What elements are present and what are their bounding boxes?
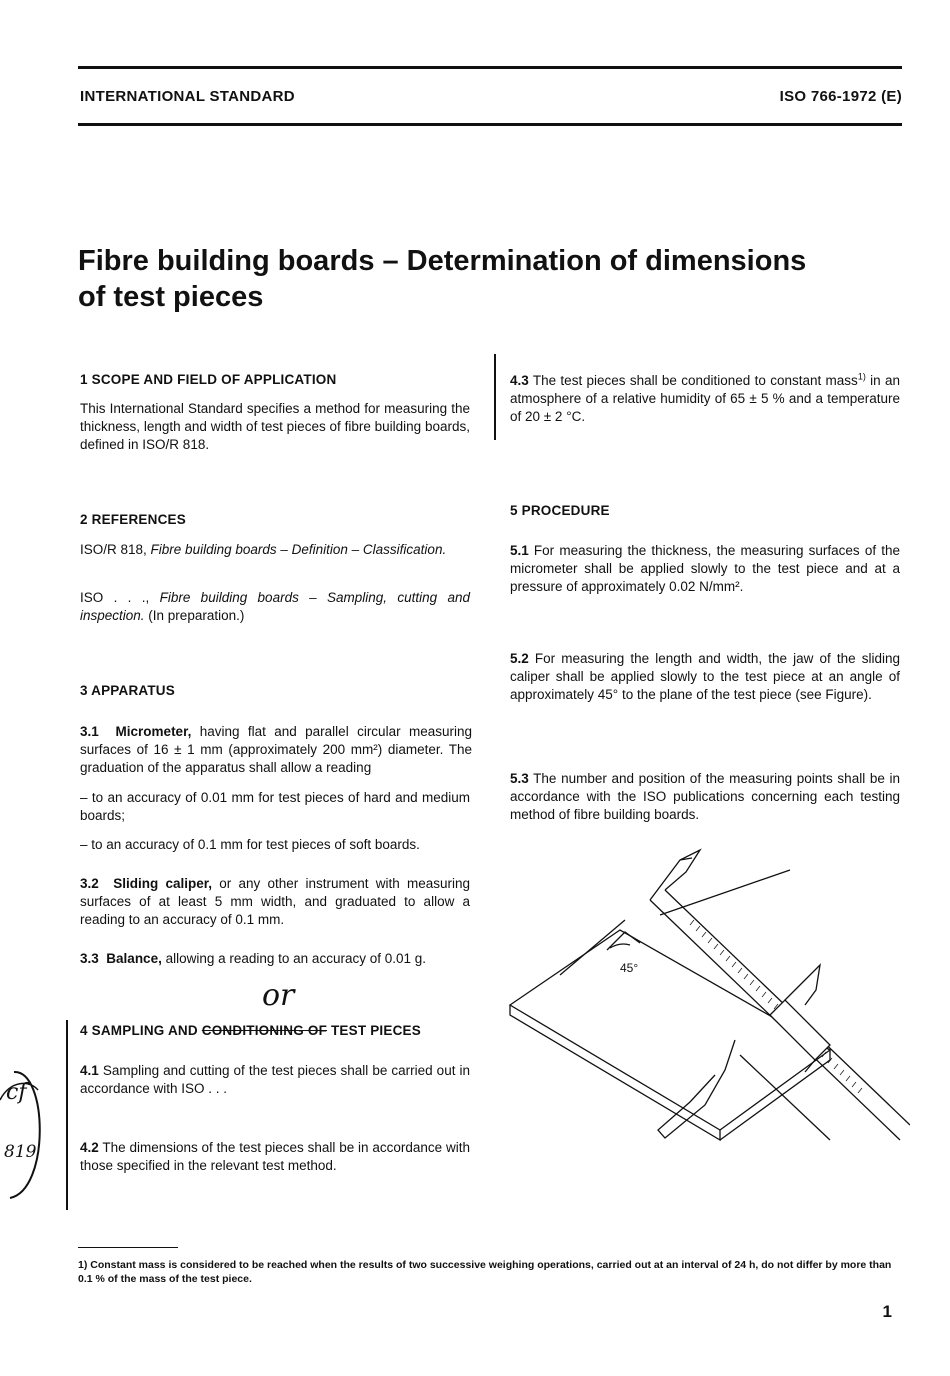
para-4-2-text: The dimensions of the test pieces shall be in accordance with those specified in the relevant test method. [80, 1140, 470, 1173]
reference-1-id: ISO/R 818, [80, 542, 151, 557]
change-bar-left [66, 1020, 68, 1210]
para-3-1 [80, 723, 472, 777]
para-3-1-term: Micrometer, [115, 724, 192, 739]
para-3-2-number: 3.2 [80, 876, 99, 891]
section-1-heading: 1 SCOPE AND FIELD OF APPLICATION [80, 372, 337, 387]
para-5-2-number: 5.2 [510, 651, 529, 666]
top-rule [78, 66, 902, 69]
header-left: INTERNATIONAL STANDARD [80, 88, 295, 105]
handwritten-correction: or [262, 978, 295, 1013]
para-4-1-number: 4.1 [80, 1063, 99, 1078]
para-5-3-number: 5.3 [510, 771, 529, 786]
para-3-2-term: Sliding caliper, [113, 876, 213, 891]
para-4-3-number: 4.3 [510, 373, 529, 388]
footnote-ref: 1) [857, 371, 866, 382]
test-piece-board [510, 930, 830, 1130]
para-3-3-text: allowing a reading to an accuracy of 0.01 g. [161, 951, 426, 966]
section-4-heading-struck: CONDITIONING OF [201, 1023, 328, 1038]
title-line-1: Fibre building boards – Determination of dimensions [78, 245, 807, 277]
para-3-2 [80, 875, 470, 929]
section-5-heading: 5 PROCEDURE [510, 503, 610, 518]
section-3-heading: 3 APPARATUS [80, 683, 175, 698]
angle-label: 45° [620, 961, 639, 975]
footnote: 1) Constant mass is considered to be reached when the results of two successive weighing operations, carried out at an interval of 24 h, do not differ by more than 0.1 % of the mass of the test piece. [78, 1259, 892, 1285]
para-4-3 [510, 372, 900, 426]
para-5-2-text: For measuring the length and width, the jaw of the sliding caliper shall be applied slowly to the test piece at an angle of approximately 45° to the plane of the test piece (see Figure). [510, 651, 900, 702]
reference-1-title: Fibre building boards – Definition – Classification. [150, 542, 447, 557]
reference-2-title: Fibre building boards – Sampling, cutting and inspection. [80, 590, 470, 623]
para-4-2-number: 4.2 [80, 1140, 99, 1155]
page-title [78, 243, 878, 315]
para-4-1 [80, 1062, 470, 1098]
para-3-3-term: Balance, [106, 951, 162, 966]
header-right: ISO 766-1972 (E) [779, 88, 902, 105]
title-line-2: of test pieces [78, 281, 264, 313]
change-bar-right [494, 354, 496, 440]
page-number: 1 [882, 1302, 892, 1321]
para-5-3 [510, 770, 900, 824]
para-3-3 [80, 950, 470, 968]
reference-2 [80, 589, 470, 625]
header-rule [78, 123, 902, 126]
margin-note-cf: cf [6, 1080, 27, 1105]
para-5-2 [510, 650, 900, 704]
footnote-rule [78, 1247, 178, 1248]
section-1-text: This International Standard specifies a method for measuring the thickness, length and width of test pieces of fibre building boards, defined in ISO/R 818. [80, 401, 470, 452]
para-5-1-number: 5.1 [510, 543, 529, 558]
para-3-2-text: or any other instrument with measuring surfaces of at least 5 mm width, and graduated to allow a reading to an accuracy of 0.1 mm. [80, 876, 470, 927]
para-3-1-text: having flat and parallel circular measuring surfaces of 16 ± 1 mm (approximately 200 mm²) diameter. The graduation of the apparatus shall allow a reading [80, 724, 472, 775]
section-4-heading-b: TEST PIECES [327, 1023, 421, 1038]
section-4-heading-a: 4 SAMPLING AND [80, 1023, 202, 1038]
para-5-3-text: The number and position of the measuring points shall be in accordance with the ISO publications concerning each testing method of fibre building boards. [510, 771, 900, 822]
section-2-heading: 2 REFERENCES [80, 512, 186, 527]
para-4-1-text: Sampling and cutting of the test pieces shall be carried out in accordance with ISO . . . [80, 1063, 470, 1096]
reference-2-note: (In preparation.) [144, 608, 245, 623]
caliper-figure [500, 840, 910, 1180]
dash-item-1: – to an accuracy of 0.01 mm for test pieces of hard and medium boards; [80, 790, 470, 823]
margin-note-number: 819 [4, 1142, 37, 1162]
para-4-3-text-a: The test pieces shall be conditioned to constant mass [528, 373, 858, 388]
para-3-3-number: 3.3 [80, 951, 99, 966]
reference-2-id: ISO . . ., [80, 590, 160, 605]
para-5-1-text: For measuring the thickness, the measuring surfaces of the micrometer shall be applied slowly to the test piece and at a pressure of approximately 0.02 N/mm². [510, 543, 900, 594]
reference-1 [80, 541, 470, 559]
dash-item-2: – to an accuracy of 0.1 mm for test pieces of soft boards. [80, 837, 420, 852]
section-4-heading [80, 1023, 421, 1038]
para-4-2 [80, 1139, 470, 1175]
para-5-1 [510, 542, 900, 596]
para-3-1-number: 3.1 [80, 724, 99, 739]
para-4-3-text-b: in an atmosphere of a relative humidity of 65 ± 5 % and a temperature of 20 ± 2 °C. [510, 373, 900, 424]
